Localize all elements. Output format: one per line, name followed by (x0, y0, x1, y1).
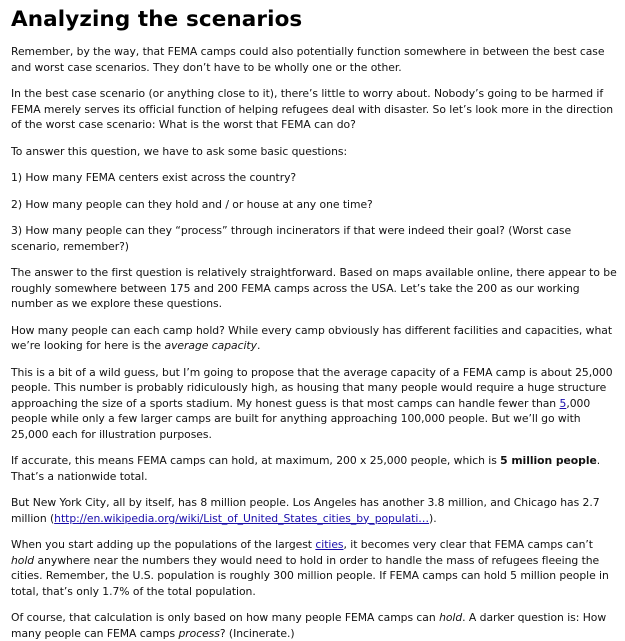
link-5[interactable]: 5 (559, 396, 567, 410)
link-cities[interactable]: cities (315, 538, 344, 551)
paragraph-best-case: In the best case scenario (or anything close to it), there’s little to worry about. Nobody’s going to be harmed if FEMA merely serves its official function of helping refugees deal with disaster. So let’s look more in the direction of the worst case scenario: What is the worst that FEMA can do? (11, 87, 614, 131)
text: anywhere near the numbers they would need to hold in order to handle the mass of refugees fleeing the cities. Remember, the U.S. population is roughly 300 million people. If FEMA camps can hold 5 million people in total, that’s only 1.7% of the total population. (11, 553, 609, 598)
question-3: 3) How many people can they “process” through incinerators if that were indeed their goal? (Worst case scenario, remember?) (11, 224, 572, 253)
text: How many people can each camp hold? While every camp obviously has different facilities and capacities, what we’re looking for here is the (11, 323, 613, 352)
text: ,000 people while only a few larger camps are built for anything approaching 100,000 people. But we’ll go with 25,000 each for illustration purposes. (11, 396, 591, 441)
paragraph-city-populations (11, 495, 617, 526)
page-title: Analyzing the scenarios (11, 7, 303, 32)
link-wikipedia[interactable]: http://en.wikipedia.org/wiki/List_of_United_States_cities_by_populati… (54, 511, 430, 525)
text: Of course, that calculation is only based on how many people FEMA camps can (11, 611, 440, 624)
paragraph-total-capacity (11, 453, 617, 484)
emphasis-hold: hold (439, 611, 463, 624)
question-2: 2) How many people can they hold and / or house at any one time? (11, 197, 373, 211)
paragraph-process-question (11, 610, 617, 641)
paragraph-population-comparison (11, 537, 617, 599)
paragraph-questions-intro: To answer this question, we have to ask some basic questions: (11, 144, 348, 158)
text: When you start adding up the populations of the largest (11, 538, 316, 551)
text: ? (Incinerate.) (219, 626, 295, 640)
question-1: 1) How many FEMA centers exist across the country? (11, 171, 297, 184)
paragraph-capacity-guess (11, 365, 617, 443)
text: This is a bit of a wild guess, but I’m going to propose that the average capacity of a FEMA camp is about 25,000 people. This number is probably ridiculously high, as housing that many people would require a huge structure approaching the size of a sports stadium. My honest guess is that most camps can handle fewer than (11, 365, 613, 410)
paragraph-camp-count: The answer to the first question is relatively straightforward. Based on maps available online, there appear to be roughly somewhere between 175 and 200 FEMA camps across the USA. Let’s take the 200 as our working number as we explore these questions. (11, 266, 617, 310)
text: ). (429, 511, 437, 525)
text: . (256, 339, 261, 352)
text: If accurate, this means FEMA camps can hold, at maximum, 200 x 25,000 people, which is (11, 454, 501, 467)
text: , it becomes very clear that FEMA camps can’t (343, 538, 593, 551)
strong-5-million: 5 million people (500, 454, 597, 467)
emphasis-process: process (178, 626, 220, 640)
paragraph-capacity-question (11, 323, 617, 354)
text: . A darker question is: How many people can FEMA camps (11, 611, 607, 640)
emphasis-average-capacity: average capacity (164, 339, 257, 352)
text: . That’s a nationwide total. (11, 454, 601, 483)
emphasis-hold: hold (11, 553, 35, 567)
text: But New York City, all by itself, has 8 million people. Los Angeles has another 3.8 million, and Chicago has 2.7 million ( (11, 496, 600, 525)
paragraph-intro: Remember, by the way, that FEMA camps could also potentially function somewhere in between the best case and worst case scenarios. They don’t have to be wholly one or the other. (11, 45, 605, 74)
